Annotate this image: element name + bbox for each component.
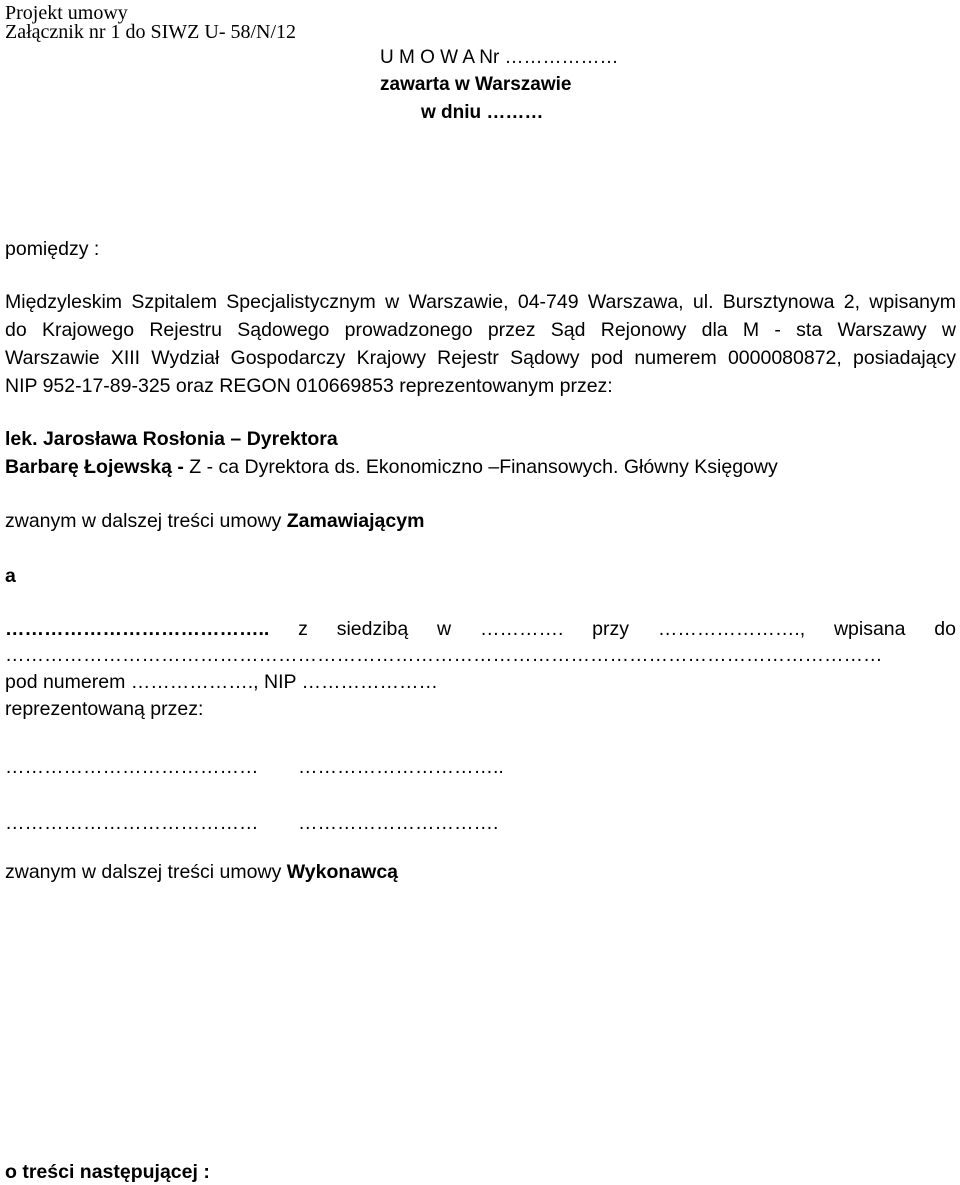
party1-text-4: NIP 952-17-89-325 oraz REGON 010669853 reprezentowanym przez: xyxy=(5,375,613,397)
party2-designation xyxy=(5,860,398,884)
party2-seat-text: z siedzibą w …………. przy …………………., wpisana do xyxy=(269,618,956,640)
party1-paragraph-line3 xyxy=(5,346,956,370)
party1-text-1: Międzyleskim Szpitalem Specjalistycznym w Warszawie, 04-749 Warszawa, ul. Bursztynowa 2, wpisanym xyxy=(5,291,956,313)
party1-paragraph-line2 xyxy=(5,318,956,342)
deputy-name: Barbarę Łojewską - xyxy=(5,456,190,478)
signature-line-1-left: ………………………………… xyxy=(5,756,259,778)
party2-line1 xyxy=(5,617,956,641)
signature-line-2-left: ………………………………… xyxy=(5,812,259,834)
closing-phrase: o treści następującej : xyxy=(5,1161,210,1183)
party2-line4: reprezentowaną przez: xyxy=(5,698,204,720)
deputy-role: Z - ca Dyrektora ds. Ekonomiczno –Finansowych. Główny Księgowy xyxy=(189,456,778,478)
signature-line-1-right: ………………………….. xyxy=(298,756,504,778)
representative-deputy xyxy=(5,455,778,479)
between-label: pomiędzy : xyxy=(5,238,100,260)
designation-name: Zamawiającym xyxy=(286,510,425,532)
contract-title: U M O W A Nr ……………… xyxy=(380,47,619,68)
party2-line3: pod numerem ………………., NIP ………………… xyxy=(5,671,439,693)
party1-paragraph-line1 xyxy=(5,290,956,314)
attachment-reference: Załącznik nr 1 do SIWZ U- 58/N/12 xyxy=(5,21,297,43)
draft-label: Projekt umowy xyxy=(5,2,128,24)
contract-date: w dniu ……… xyxy=(421,102,544,123)
contract-place: zawarta w Warszawie xyxy=(380,74,572,95)
representative-director: lek. Jarosława Rosłonia – Dyrektora xyxy=(5,428,338,450)
conjunction: a xyxy=(5,565,16,587)
party2-name-placeholder: ………………………………….. xyxy=(5,618,270,640)
party1-text-2: do Krajowego Rejestru Sądowego prowadzonego przez Sąd Rejonowy dla M - sta Warszawy w xyxy=(5,319,956,341)
party2-designation-name: Wykonawcą xyxy=(286,861,399,883)
signature-line-2-right: …………………………. xyxy=(298,812,499,834)
party1-text-3: Warszawie XIII Wydział Gospodarczy Krajowy Rejestr Sądowy pod numerem 0000080872, posiadający xyxy=(5,347,956,369)
designation-prefix: zwanym w dalszej treści umowy xyxy=(5,510,287,532)
party2-designation-prefix: zwanym w dalszej treści umowy xyxy=(5,861,287,883)
party2-line2: ……………………………………………………………………………………………………………………… xyxy=(5,644,883,666)
party1-designation xyxy=(5,509,424,533)
